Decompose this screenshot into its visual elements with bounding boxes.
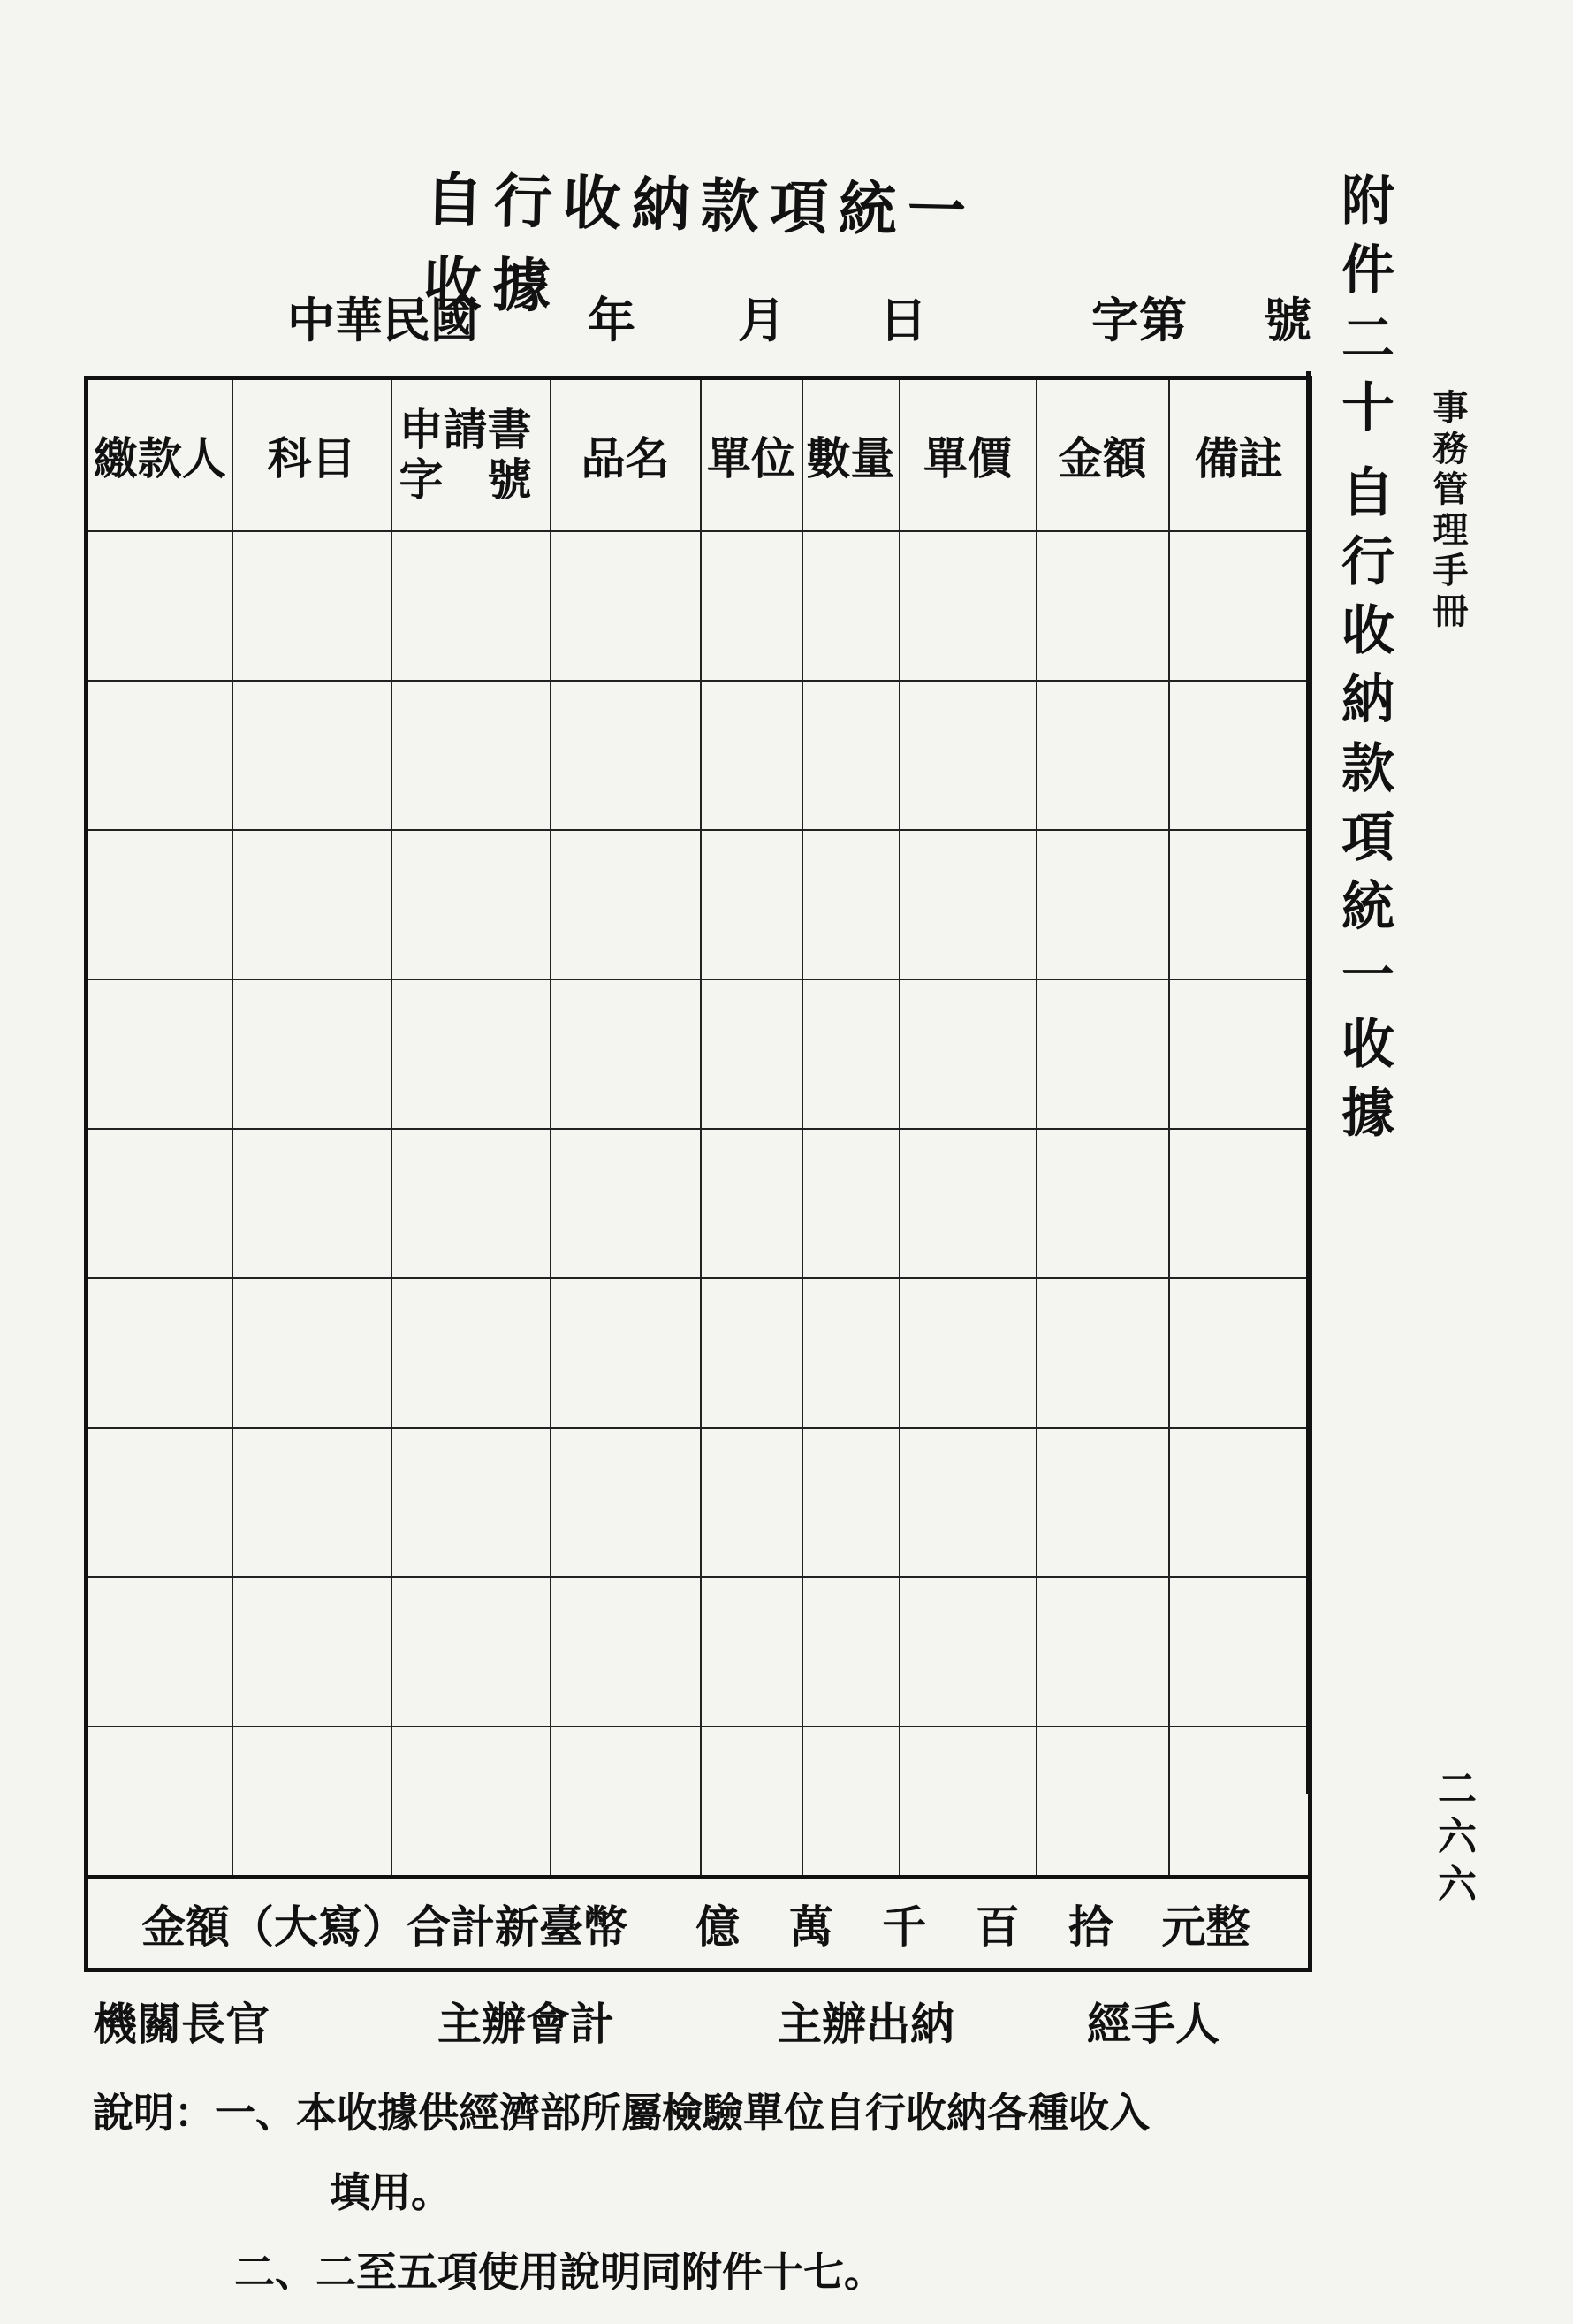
table-cell[interactable] — [551, 1428, 701, 1577]
table-cell[interactable] — [551, 1577, 701, 1726]
table-cell[interactable] — [1037, 531, 1169, 681]
date-word-number: 字第 — [1091, 293, 1187, 348]
header-quantity: 數量 — [802, 378, 900, 532]
header-unit: 單位 — [701, 378, 802, 532]
table-cell[interactable] — [232, 1129, 391, 1278]
table-row — [87, 1129, 1311, 1278]
header-row — [87, 378, 1311, 532]
table-cell[interactable] — [232, 531, 391, 681]
table-cell[interactable] — [551, 681, 701, 830]
table-cell[interactable] — [551, 531, 701, 681]
table-cell[interactable] — [701, 830, 802, 979]
table-cell[interactable] — [232, 681, 391, 830]
table-cell[interactable] — [802, 531, 900, 681]
header-remarks: 備註 — [1169, 378, 1311, 532]
header-unit-price: 單價 — [900, 378, 1037, 532]
table-cell[interactable] — [87, 1129, 232, 1278]
table-cell[interactable] — [802, 1726, 900, 1878]
date-era: 中華民國 — [287, 293, 478, 348]
table-cell[interactable] — [900, 531, 1037, 681]
header-payer: 繳款人 — [87, 378, 232, 532]
table-cell[interactable] — [87, 1428, 232, 1577]
table-cell[interactable] — [1037, 1278, 1169, 1428]
table-cell[interactable] — [1037, 1577, 1169, 1726]
header-item-name: 品名 — [551, 378, 701, 532]
table-cell[interactable] — [87, 531, 232, 681]
table-cell[interactable] — [1169, 531, 1311, 681]
table-cell[interactable] — [701, 1577, 802, 1726]
notes — [93, 2073, 1150, 2312]
table-cell[interactable] — [1169, 979, 1311, 1129]
table-row — [87, 830, 1311, 979]
right-border-rule — [1306, 371, 1311, 1794]
table-row — [87, 1278, 1311, 1428]
table-cell[interactable] — [802, 681, 900, 830]
table-cell[interactable] — [900, 1726, 1037, 1878]
table-cell[interactable] — [802, 1577, 900, 1726]
table-cell[interactable] — [551, 1278, 701, 1428]
table-cell[interactable] — [391, 1129, 551, 1278]
table-cell[interactable] — [391, 830, 551, 979]
unit-thousand: 千 — [882, 1901, 927, 1953]
table-cell[interactable] — [551, 1726, 701, 1878]
date-day: 日 — [879, 293, 927, 348]
signature-accountant: 主辦會計 — [437, 1999, 614, 2050]
table-cell[interactable] — [900, 1428, 1037, 1577]
unit-ten: 拾 — [1068, 1901, 1113, 1953]
date-number: 號 — [1264, 293, 1311, 348]
table-cell[interactable] — [701, 1278, 802, 1428]
table-cell[interactable] — [391, 1278, 551, 1428]
page-number: 二六六 — [1431, 1768, 1476, 1911]
signature-handler: 經手人 — [1087, 1999, 1220, 2050]
table-cell[interactable] — [802, 1428, 900, 1577]
table-cell[interactable] — [1169, 681, 1311, 830]
note-line-3: 二、二至五項使用說明同附件十七。 — [234, 2248, 885, 2296]
table-cell[interactable] — [232, 1278, 391, 1428]
unit-hundred-million: 億 — [695, 1901, 741, 1953]
date-line — [0, 283, 1326, 354]
header-application-line1: 申請書 — [399, 403, 532, 455]
table-row — [87, 979, 1311, 1129]
table-row — [87, 531, 1311, 681]
table-cell[interactable] — [1037, 830, 1169, 979]
table-cell[interactable] — [1169, 1129, 1311, 1278]
total-label: 金額（大寫）合計新臺幣 — [141, 1901, 627, 1953]
table-cell[interactable] — [391, 531, 551, 681]
signature-line — [0, 1989, 1326, 2051]
header-amount: 金額 — [1037, 378, 1169, 532]
table-cell[interactable] — [802, 979, 900, 1129]
unit-yuan: 元整 — [1161, 1901, 1250, 1953]
table-cell[interactable] — [551, 979, 701, 1129]
table-cell[interactable] — [1037, 681, 1169, 830]
header-application-number — [391, 378, 551, 532]
table-cell[interactable] — [391, 1428, 551, 1577]
table-cell[interactable] — [232, 1577, 391, 1726]
table-cell[interactable] — [1169, 1726, 1311, 1878]
table-cell[interactable] — [232, 979, 391, 1129]
table-cell[interactable] — [87, 1577, 232, 1726]
table-cell[interactable] — [1169, 830, 1311, 979]
unit-ten-thousand: 萬 — [788, 1901, 833, 1953]
table-row — [87, 1577, 1311, 1726]
manual-name: 事務管理手冊 — [1427, 389, 1469, 633]
table-cell[interactable] — [900, 830, 1037, 979]
table-cell[interactable] — [391, 681, 551, 830]
table-cell[interactable] — [701, 1726, 802, 1878]
table-cell[interactable] — [87, 979, 232, 1129]
table-cell[interactable] — [802, 830, 900, 979]
table-cell[interactable] — [701, 1428, 802, 1577]
table-cell[interactable] — [701, 979, 802, 1129]
table-cell[interactable] — [900, 1577, 1037, 1726]
appendix-title: 自行收納款項統一收據 — [1333, 464, 1394, 1154]
table-cell[interactable] — [900, 1129, 1037, 1278]
table-cell[interactable] — [551, 830, 701, 979]
table-row — [87, 681, 1311, 830]
table-cell[interactable] — [391, 1577, 551, 1726]
table-cell[interactable] — [1037, 1428, 1169, 1577]
signature-cashier: 主辦出納 — [778, 1999, 954, 2050]
total-cell — [87, 1878, 1311, 1970]
table-cell[interactable] — [232, 830, 391, 979]
table-cell[interactable] — [391, 979, 551, 1129]
table-cell[interactable] — [1037, 1726, 1169, 1878]
table-cell[interactable] — [701, 531, 802, 681]
table-cell[interactable] — [900, 681, 1037, 830]
table-cell[interactable] — [1169, 1428, 1311, 1577]
date-year: 年 — [588, 293, 635, 348]
table-cell[interactable] — [1037, 1129, 1169, 1278]
header-subject: 科目 — [232, 378, 391, 532]
table-cell[interactable] — [701, 1129, 802, 1278]
note-line-2: 填用。 — [330, 2168, 452, 2216]
table-cell[interactable] — [900, 979, 1037, 1129]
page-title: 自行收納款項統一收據 — [422, 164, 977, 321]
table-cell[interactable] — [1037, 979, 1169, 1129]
note-line-1: 說明：一、本收據供經濟部所屬檢驗單位自行收納各種收入 — [93, 2089, 1150, 2137]
table-cell[interactable] — [900, 1278, 1037, 1428]
table-cell[interactable] — [232, 1428, 391, 1577]
date-month: 月 — [738, 293, 786, 348]
table-cell[interactable] — [802, 1278, 900, 1428]
signature-head: 機關長官 — [93, 1999, 270, 2050]
table-body — [87, 531, 1311, 1878]
unit-hundred: 百 — [975, 1901, 1020, 1953]
appendix-label: 附件二十 — [1333, 172, 1394, 448]
table-cell[interactable] — [551, 1129, 701, 1278]
table-cell[interactable] — [1169, 1577, 1311, 1726]
table-cell[interactable] — [87, 1726, 232, 1878]
total-row — [87, 1878, 1311, 1970]
header-application-line2: 字 號 — [399, 454, 532, 506]
table-cell[interactable] — [701, 681, 802, 830]
table-cell[interactable] — [87, 681, 232, 830]
table-cell[interactable] — [391, 1726, 551, 1878]
table-cell[interactable] — [87, 1278, 232, 1428]
table-cell[interactable] — [1169, 1278, 1311, 1428]
table-cell[interactable] — [87, 830, 232, 979]
table-row — [87, 1726, 1311, 1878]
table-cell[interactable] — [802, 1129, 900, 1278]
receipt-table — [84, 376, 1312, 1972]
table-row — [87, 1428, 1311, 1577]
table-cell[interactable] — [232, 1726, 391, 1878]
